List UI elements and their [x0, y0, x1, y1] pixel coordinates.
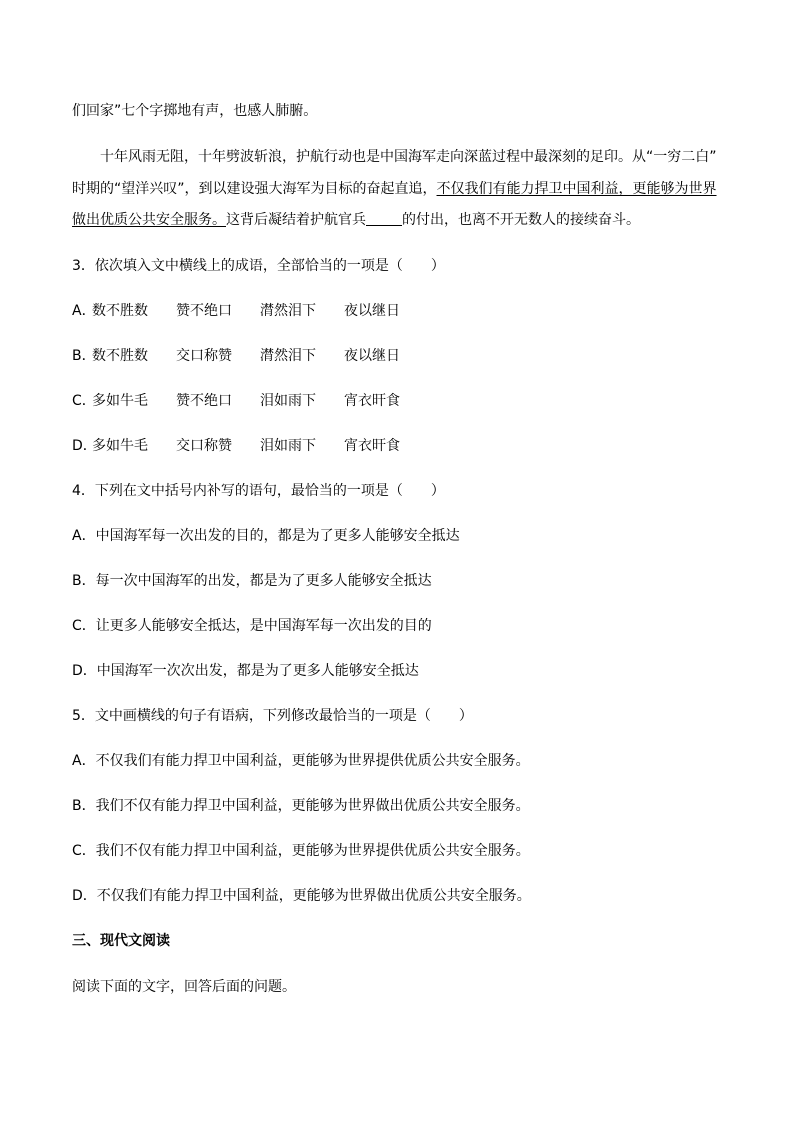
option-word-2: 赞不绝口 [176, 303, 232, 319]
passage-line-4-text-end: 的付出，也离不开无数人的接续奋斗。 [402, 212, 640, 228]
option-word-1: 数不胜数 [92, 348, 148, 364]
q4-option-a: A．中国海军每一次出发的目的，都是为了更多人能够安全抵达 [72, 528, 460, 544]
option-word-4: 夜以继日 [344, 303, 400, 319]
passage-line-4-text: 这背后凝结着护航官兵 [226, 212, 366, 228]
q4-option-b: B．每一次中国海军的出发，都是为了更多人能够安全抵达 [72, 573, 432, 589]
section-instruction: 阅读下面的文字，回答后面的问题。 [72, 979, 296, 995]
passage-line-3 [72, 179, 732, 199]
q5-option-c: C．我们不仅有能力捍卫中国利益，更能够为世界提供优质公共安全服务。 [72, 843, 530, 859]
q4-option-d: D．中国海军一次次出发，都是为了更多人能够安全抵达 [72, 663, 419, 679]
option-word-3: 潸然泪下 [260, 303, 316, 319]
option-word-4: 夜以继日 [344, 348, 400, 364]
option-word-2: 赞不绝口 [176, 393, 232, 409]
q3-stem: 3．依次填入文中横线上的成语，全部恰当的一项是（ ） [72, 258, 445, 274]
q5-option-a: A．不仅我们有能力捍卫中国利益，更能够为世界提供优质公共安全服务。 [72, 753, 530, 769]
q4-stem: 4．下列在文中括号内补写的语句，最恰当的一项是（ ） [72, 483, 445, 499]
passage-line-3-text: 时期的“望洋兴叹”，到以建设强大海军为目标的奋起直追， [72, 181, 437, 197]
option-word-3: 潸然泪下 [260, 348, 316, 364]
option-word-1: 多如牛毛 [92, 438, 148, 454]
passage-line-2: 十年风雨无阻，十年劈波斩浪，护航行动也是中国海军走向深蓝过程中最深刻的足印。从“一穷二白” [100, 149, 717, 165]
option-label: A． [72, 303, 96, 319]
q5-option-b: B．我们不仅有能力捍卫中国利益，更能够为世界做出优质公共安全服务。 [72, 798, 530, 814]
q5-stem: 5．文中画横线的句子有语病，下列修改最恰当的一项是（ ） [72, 708, 473, 724]
option-word-4: 宵衣旰食 [344, 438, 400, 454]
option-word-3: 泪如雨下 [260, 438, 316, 454]
option-word-3: 泪如雨下 [260, 393, 316, 409]
q5-option-d: D．不仅我们有能力捍卫中国利益，更能够为世界做出优质公共安全服务。 [72, 888, 531, 904]
passage-line-1: 们回家”七个字掷地有声，也感人肺腑。 [72, 103, 318, 119]
option-word-4: 宵衣旰食 [344, 393, 400, 409]
option-word-2: 交口称赞 [176, 438, 232, 454]
option-word-1: 多如牛毛 [92, 393, 148, 409]
fill-blank [366, 211, 402, 226]
q4-option-c: C．让更多人能够安全抵达，是中国海军每一次出发的目的 [72, 618, 432, 634]
section-heading: 三、现代文阅读 [72, 933, 170, 949]
passage-line-4 [72, 210, 732, 230]
option-label: C． [72, 393, 96, 409]
underlined-sentence-part-2: 做出优质公共安全服务。 [72, 212, 226, 228]
option-label: D． [72, 438, 97, 454]
underlined-sentence-part-1: 不仅我们有能力捍卫中国利益，更能够为世界 [436, 181, 717, 197]
option-word-1: 数不胜数 [92, 303, 148, 319]
option-word-2: 交口称赞 [176, 348, 232, 364]
option-label: B． [72, 348, 96, 364]
